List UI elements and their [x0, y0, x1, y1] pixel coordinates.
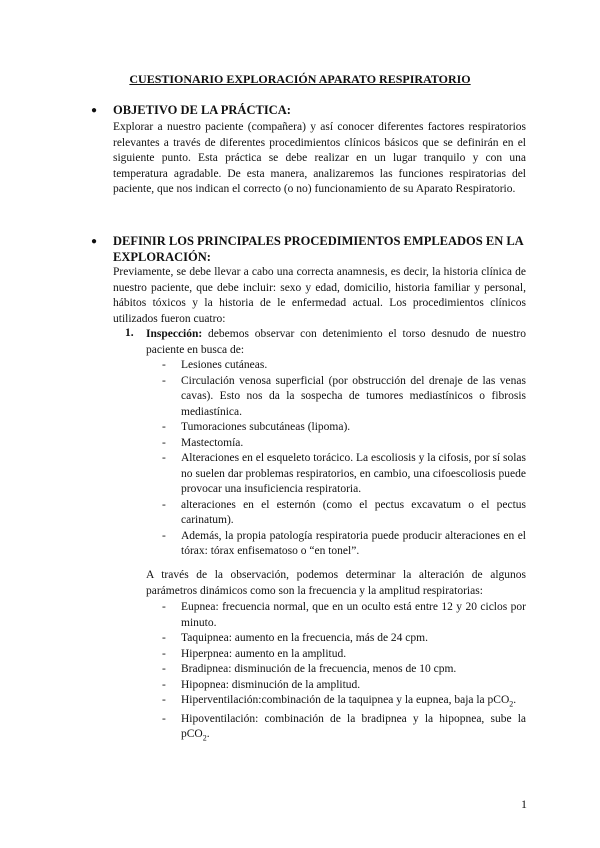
- list-item: - Además, la propia patología respiratoria puede producir alteraciones en el tórax: tórax enfisematoso o “en tonel”.: [162, 529, 526, 560]
- procedure-text: debemos observar con detenimiento el torso desnudo de nuestro paciente en busca de:: [146, 328, 526, 356]
- findings-list: [162, 358, 526, 560]
- list-item: - Alteraciones en el esqueleto torácico. La escoliosis y la cifosis, por sí solas no suelen dar problemas respiratorios, en cambio, una cifoescoliosis puede provocar una insuficiencia respiratoria.: [162, 451, 526, 498]
- parameter-text: Hiperventilación:combinación de la taquipnea y la eupnea, baja la pCO: [181, 694, 510, 706]
- page-number: 1: [521, 797, 527, 811]
- list-item: - Circulación venosa superficial (por obstrucción del drenaje de las venas cavas). Esto nos da la sospecha de tumores mediastínicos o fibrosis mediastínica.: [162, 374, 526, 421]
- document-title: CUESTIONARIO EXPLORACIÓN APARATO RESPIRATORIO: [129, 72, 471, 86]
- parameter-subscript: 2: [509, 699, 514, 709]
- list-item: - Tumoraciones subcutáneas (lipoma).: [162, 420, 526, 436]
- list-item: - Mastectomía.: [162, 436, 526, 452]
- section-heading-objective: OBJETIVO DE LA PRÁCTICA:: [113, 103, 291, 117]
- section-paragraph-objective: Explorar a nuestro paciente (compañera) y así conocer diferentes factores respiratorios relevantes a través de diferentes procedimientos clínicos básicos que se definirán en el siguiente punto. Esta práctica se debe realizar en un lugar tranquilo y con una temperatura agradable. De esta manera, analizaremos las funciones respiratorias del paciente, que nos indican el correcto (o no) funcionamiento de su Aparato Respiratorio.: [113, 121, 526, 195]
- list-item: - Hiperpnea: aumento en la amplitud.: [162, 647, 526, 663]
- parameter-end: .: [206, 728, 210, 741]
- section-heading-procedures: DEFINIR LOS PRINCIPALES PROCEDIMIENTOS EMPLEADOS EN LA EXPLORACIÓN:: [113, 234, 524, 264]
- procedure-number: 1.: [125, 327, 134, 339]
- bullet-icon: ●: [91, 105, 98, 116]
- bullet-icon: ●: [91, 236, 98, 247]
- parameters-list: [162, 600, 526, 746]
- parameter-text: Hipoventilación: combinación de la bradipnea y la hipopnea, sube la pCO: [181, 712, 526, 741]
- section-paragraph-procedures: Previamente, se debe llevar a cabo una correcta anamnesis, es decir, la historia clínica de nuestro paciente, que debe incluir: sexo y edad, domicilio, historia familiar y personal, hábitos tóxicos y la historia de le enfermedad actual. Los procedimientos clínicos utilizados fueron cuatro:: [113, 266, 526, 325]
- list-item: [162, 693, 526, 712]
- procedure-inspection: [146, 327, 526, 358]
- list-item: [162, 712, 526, 746]
- list-item: - Lesiones cutáneas.: [162, 358, 526, 374]
- list-item: - Hipopnea: disminución de la amplitud.: [162, 678, 526, 694]
- list-item: - Eupnea: frecuencia normal, que en un oculto está entre 12 y 20 ciclos por minuto.: [162, 600, 526, 631]
- list-item: - alteraciones en el esternón (como el pectus excavatum o el pectus carinatum).: [162, 498, 526, 529]
- observation-paragraph: A través de la observación, podemos determinar la alteración de algunos parámetros dinámicos como son la frecuencia y la amplitud respiratorias:: [146, 569, 526, 597]
- parameter-subscript: 2: [202, 733, 207, 743]
- procedure-name: Inspección:: [146, 328, 203, 340]
- parameter-end: .: [513, 694, 517, 706]
- list-item: - Bradipnea: disminución de la frecuencia, menos de 10 cpm.: [162, 662, 526, 678]
- list-item: - Taquipnea: aumento en la frecuencia, más de 24 cpm.: [162, 631, 526, 647]
